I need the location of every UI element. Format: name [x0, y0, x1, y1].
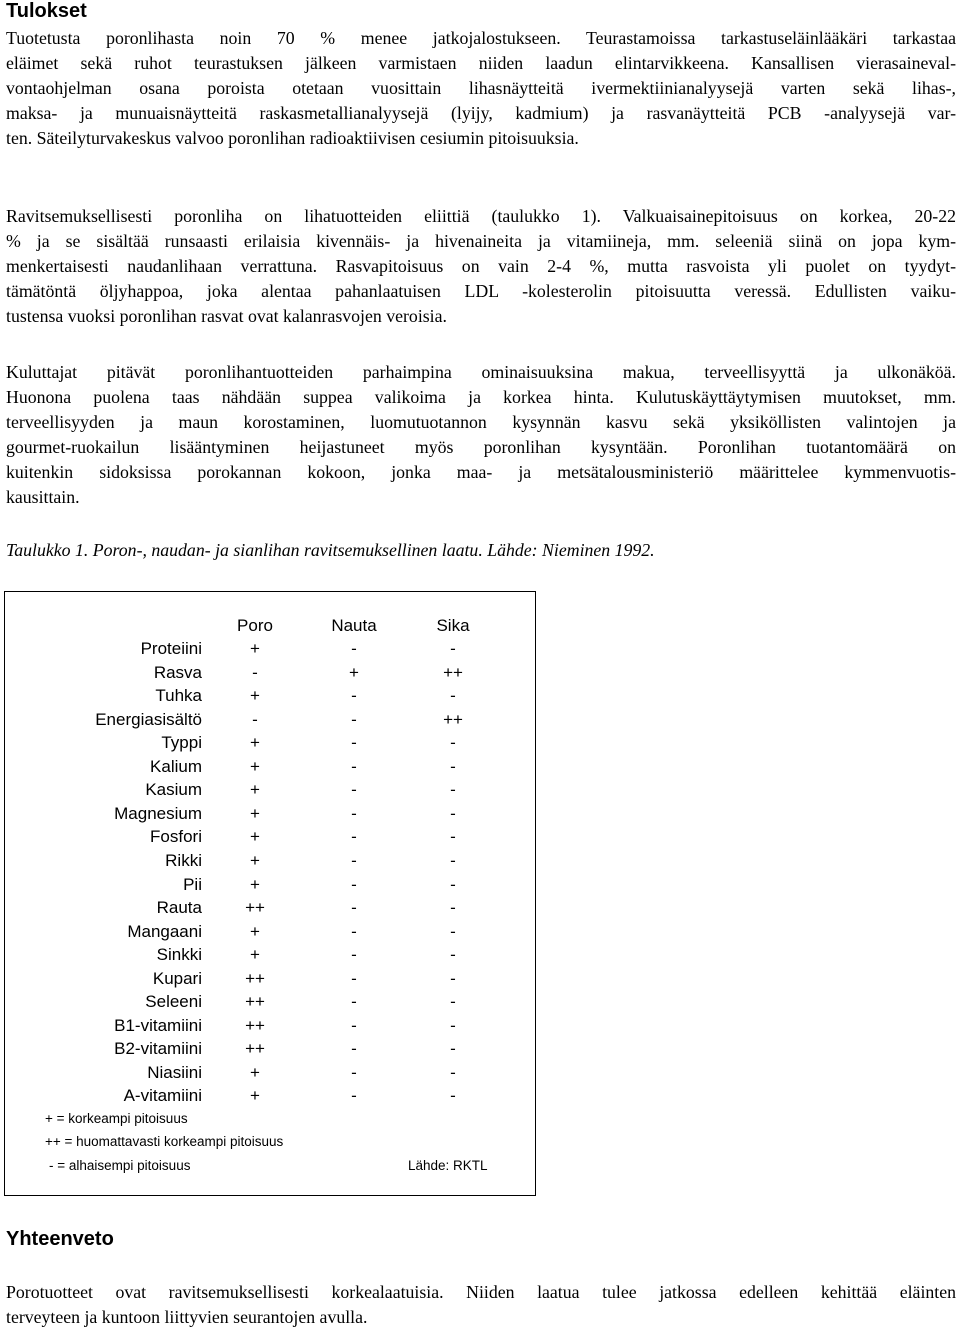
paragraph-line: % ja se sisältää runsaasti erilaisia kivennäis- ja hivenaineita ja vitamiineja, mm. seleeniä siinä on jopa kym-: [6, 231, 956, 251]
cell-poro: +: [250, 874, 260, 894]
row-label: Typpi: [161, 733, 202, 753]
cell-nauta: -: [351, 1086, 357, 1106]
cell-nauta: -: [351, 945, 357, 965]
cell-sika: -: [450, 1039, 456, 1059]
paragraph-line: terveellisyyden ja maun korostaminen, luomutuotannon kysynnän kasvu sekä yksiköllisten valintojen ja: [6, 412, 956, 432]
cell-poro: ++: [245, 968, 265, 988]
cell-sika: ++: [443, 662, 463, 682]
cell-poro: ++: [245, 1039, 265, 1059]
cell-sika: -: [450, 1086, 456, 1106]
cell-sika: -: [450, 733, 456, 753]
row-label: Seleeni: [145, 992, 202, 1012]
row-label: Sinkki: [156, 945, 202, 965]
cell-nauta: -: [351, 827, 357, 847]
cell-poro: +: [250, 803, 260, 823]
cell-poro: +: [250, 945, 260, 965]
table-caption: Taulukko 1. Poron-, naudan- ja sianlihan ravitsemuksellinen laatu. Lähde: Nieminen 1992.: [6, 540, 655, 560]
paragraph-line: eläimet sekä ruhot teurastuksen jälkeen varmistaen niiden laadun elintarvikkeena. Kansallisen vierasaineval-: [6, 53, 956, 73]
paragraph-nutrition: [6, 204, 956, 329]
paragraph-line: Tuotetusta poronlihasta noin 70 % menee jatkojalostukseen. Teurastamoissa tarkastuseläinlääkäri tarkastaa: [6, 28, 956, 48]
cell-poro: ++: [245, 898, 265, 918]
cell-nauta: -: [351, 709, 357, 729]
cell-nauta: -: [351, 733, 357, 753]
cell-poro: ++: [245, 992, 265, 1012]
cell-nauta: -: [351, 921, 357, 941]
row-label: B2-vitamiini: [114, 1039, 202, 1059]
cell-nauta: -: [351, 756, 357, 776]
table-source: Lähde: RKTL: [408, 1158, 488, 1173]
cell-nauta: -: [351, 803, 357, 823]
row-label: Kasium: [145, 780, 202, 800]
cell-poro: +: [250, 686, 260, 706]
cell-nauta: -: [351, 1062, 357, 1082]
cell-nauta: -: [351, 1039, 357, 1059]
row-label: Energiasisältö: [95, 709, 202, 729]
cell-nauta: -: [351, 780, 357, 800]
row-label: Rauta: [156, 898, 202, 918]
paragraph-processing: [6, 26, 956, 151]
legend-double-plus: ++ = huomattavasti korkeampi pitoisuus: [45, 1134, 284, 1149]
cell-sika: -: [450, 756, 456, 776]
cell-nauta: -: [351, 1015, 357, 1035]
paragraph-line: vontaohjelman osana poroista otetaan vuosittain lihasnäytteitä ivermektiinianalyysejä varten sekä lihas-,: [6, 78, 956, 98]
row-label: B1-vitamiini: [114, 1015, 202, 1035]
row-label: Magnesium: [114, 803, 202, 823]
column-header-nauta: Nauta: [331, 616, 377, 635]
summary-heading: Yhteenveto: [6, 1228, 114, 1250]
row-label: Niasiini: [147, 1062, 202, 1082]
paragraph-line: tämätöntä öljyhappoa, joka alentaa pahanlaatuisen LDL -kolesterolin pitoisuutta veressä. Edullisten vaiku-: [6, 281, 956, 301]
column-header-sika: Sika: [436, 616, 470, 635]
paragraph-summary: [6, 1280, 956, 1330]
row-label: A-vitamiini: [123, 1086, 202, 1106]
cell-sika: -: [450, 992, 456, 1012]
cell-sika: ++: [443, 709, 463, 729]
paragraph-line: Kuluttajat pitävät poronlihantuotteiden parhaimpina ominaisuuksina makua, terveellisyyttä ja ulkonäköä.: [6, 362, 956, 382]
paragraph-line: ten. Säteilyturvakeskus valvoo poronlihan radioaktiivisen cesiumin pitoisuuksia.: [6, 128, 579, 148]
paragraph-consumers: [6, 360, 956, 510]
nutrition-table: [4, 591, 536, 1196]
cell-nauta: -: [351, 639, 357, 658]
cell-sika: -: [450, 1062, 456, 1082]
cell-nauta: -: [351, 968, 357, 988]
cell-sika: -: [450, 780, 456, 800]
cell-poro: +: [250, 1086, 260, 1106]
cell-poro: -: [252, 709, 258, 729]
paragraph-line: Ravitsemuksellisesti poronliha on lihatuotteiden eliittiä (taulukko 1). Valkuaisainepitoisuus on korkea, 20-22: [6, 206, 956, 226]
cell-poro: +: [250, 1062, 260, 1082]
cell-poro: +: [250, 921, 260, 941]
cell-nauta: -: [351, 850, 357, 870]
paragraph-line: tustensa vuoksi poronlihan rasvat ovat kalanrasvojen veroisia.: [6, 306, 447, 326]
cell-poro: ++: [245, 1015, 265, 1035]
paragraph-line: Huonona puolena taas nähdään suppea valikoima ja korkea hinta. Kulutuskäyttäytymisen muutokset, mm.: [6, 387, 956, 407]
cell-poro: +: [250, 733, 260, 753]
results-heading: Tulokset: [6, 0, 87, 22]
row-label: Pii: [183, 874, 202, 894]
row-label: Tuhka: [155, 686, 202, 706]
cell-sika: -: [450, 1015, 456, 1035]
cell-sika: -: [450, 874, 456, 894]
cell-nauta: -: [351, 686, 357, 706]
cell-nauta: -: [351, 992, 357, 1012]
cell-nauta: +: [349, 662, 359, 682]
cell-sika: -: [450, 968, 456, 988]
legend-plus: + = korkeampi pitoisuus: [45, 1111, 188, 1126]
paragraph-line: kausittain.: [6, 487, 80, 507]
row-label: Kalium: [150, 756, 202, 776]
column-header-poro: Poro: [237, 616, 273, 635]
cell-poro: +: [250, 827, 260, 847]
cell-sika: -: [450, 803, 456, 823]
paragraph-line: terveyteen ja kuntoon liittyvien seurantojen avulla.: [6, 1307, 368, 1327]
row-label: Mangaani: [127, 921, 202, 941]
cell-nauta: -: [351, 874, 357, 894]
cell-poro: +: [250, 756, 260, 776]
paragraph-line: kuitenkin sidoksissa porokannan kokoon, jonka maa- ja metsätalousministeriö määrittelee kymmenvuotis-: [6, 462, 956, 482]
cell-sika: -: [450, 921, 456, 941]
paragraph-line: menkertaisesti naudanlihaan verrattuna. Rasvapitoisuus on vain 2-4 %, mutta rasvoista yli puolet on tyydyt-: [6, 256, 956, 276]
cell-poro: -: [252, 662, 258, 682]
cell-sika: -: [450, 898, 456, 918]
cell-sika: -: [450, 850, 456, 870]
cell-sika: -: [450, 686, 456, 706]
paragraph-line: gourmet-ruokailun lisääntyminen heijastuneet myös poronlihan kysyntään. Poronlihan tuotantomäärä on: [6, 437, 956, 457]
cell-poro: +: [250, 639, 260, 658]
legend-minus: - = alhaisempi pitoisuus: [49, 1158, 191, 1173]
row-label: Kupari: [152, 968, 202, 988]
row-label: Fosfori: [150, 827, 202, 847]
paragraph-line: maksa- ja munuaisnäytteitä raskasmetallianalyysejä (lyijy, kadmium) ja rasvanäytteitä PCB -analyysejä var-: [6, 103, 956, 123]
cell-poro: +: [250, 780, 260, 800]
cell-poro: +: [250, 850, 260, 870]
cell-sika: -: [450, 639, 456, 658]
paragraph-line: Porotuotteet ovat ravitsemuksellisesti korkealaatuisia. Niiden laatua tulee jatkossa edelleen kehittää eläinten: [6, 1282, 956, 1302]
row-label: Rikki: [165, 850, 202, 870]
row-label: Rasva: [153, 662, 202, 682]
cell-nauta: -: [351, 898, 357, 918]
cell-sika: -: [450, 945, 456, 965]
row-label: Proteiini: [140, 639, 202, 658]
cell-sika: -: [450, 827, 456, 847]
